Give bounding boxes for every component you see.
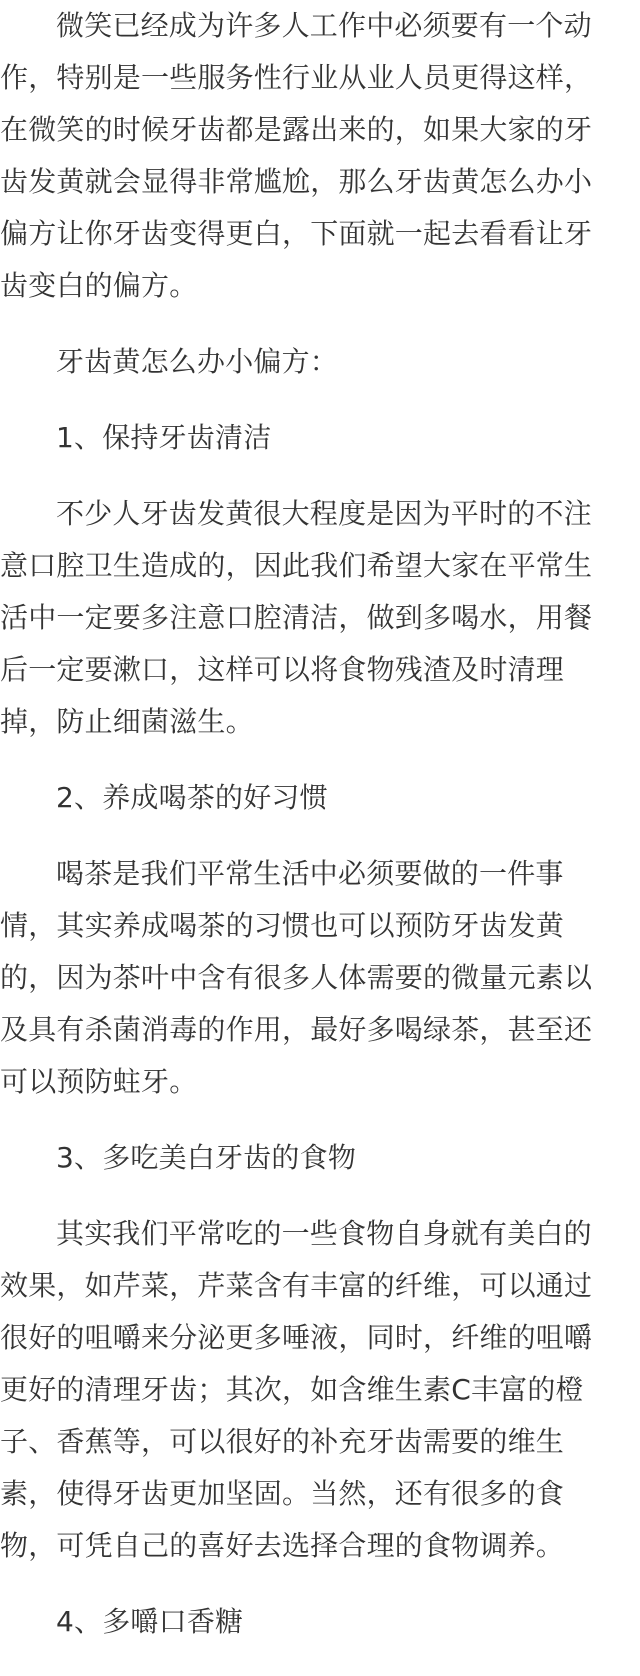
paragraph-gap — [0, 748, 612, 772]
paragraph-gap — [0, 312, 612, 336]
paragraph-gap — [0, 1572, 612, 1596]
tip-heading-2: 2、养成喝茶的好习惯 — [56, 781, 328, 814]
section-heading-intro: 牙齿黄怎么办小偏方： — [56, 345, 339, 378]
tip-heading-4: 4、多嚼口香糖 — [56, 1605, 244, 1638]
intro-paragraph: 微笑已经成为许多人工作中必须要有一个动作，特别是一些服务性行业从业人员更得这样，在微笑的时候牙齿都是露出来的，如果大家的牙齿发黄就会显得非常尴尬，那么牙齿黄怎么办小偏方让你牙齿变得更白，下面就一起去看看让牙齿变白的偏方。 — [0, 9, 593, 302]
tip-body-2: 喝茶是我们平常生活中必须要做的一件事情，其实养成喝茶的习惯也可以预防牙齿发黄的，因为茶叶中含有很多人体需要的微量元素以及具有杀菌消毒的作用，最好多喝绿茶，甚至还可以预防蛀牙。 — [0, 857, 593, 1098]
paragraph-gap — [0, 464, 612, 488]
tip-heading-1: 1、保持牙齿清洁 — [56, 421, 272, 454]
tip-heading-3: 3、多吃美白牙齿的食物 — [56, 1141, 357, 1174]
paragraph-gap — [0, 1108, 612, 1132]
tip-body-1: 不少人牙齿发黄很大程度是因为平时的不注意口腔卫生造成的，因此我们希望大家在平常生活中一定要多注意口腔清洁，做到多喝水，用餐后一定要漱口，这样可以将食物残渣及时清理掉，防止细菌滋生。 — [0, 497, 593, 738]
paragraph-gap — [0, 388, 612, 412]
paragraph-gap — [0, 824, 612, 848]
tip-body-3: 其实我们平常吃的一些食物自身就有美白的效果，如芹菜，芹菜含有丰富的纤维，可以通过很好的咀嚼来分泌更多唾液，同时，纤维的咀嚼更好的清理牙齿；其次，如含维生素C丰富的橙子、香蕉等，可以很好的补充牙齿需要的维生素，使得牙齿更加坚固。当然，还有很多的食物，可凭自己的喜好去选择合理的食物调养。 — [0, 1217, 593, 1562]
paragraph-gap — [0, 1184, 612, 1208]
